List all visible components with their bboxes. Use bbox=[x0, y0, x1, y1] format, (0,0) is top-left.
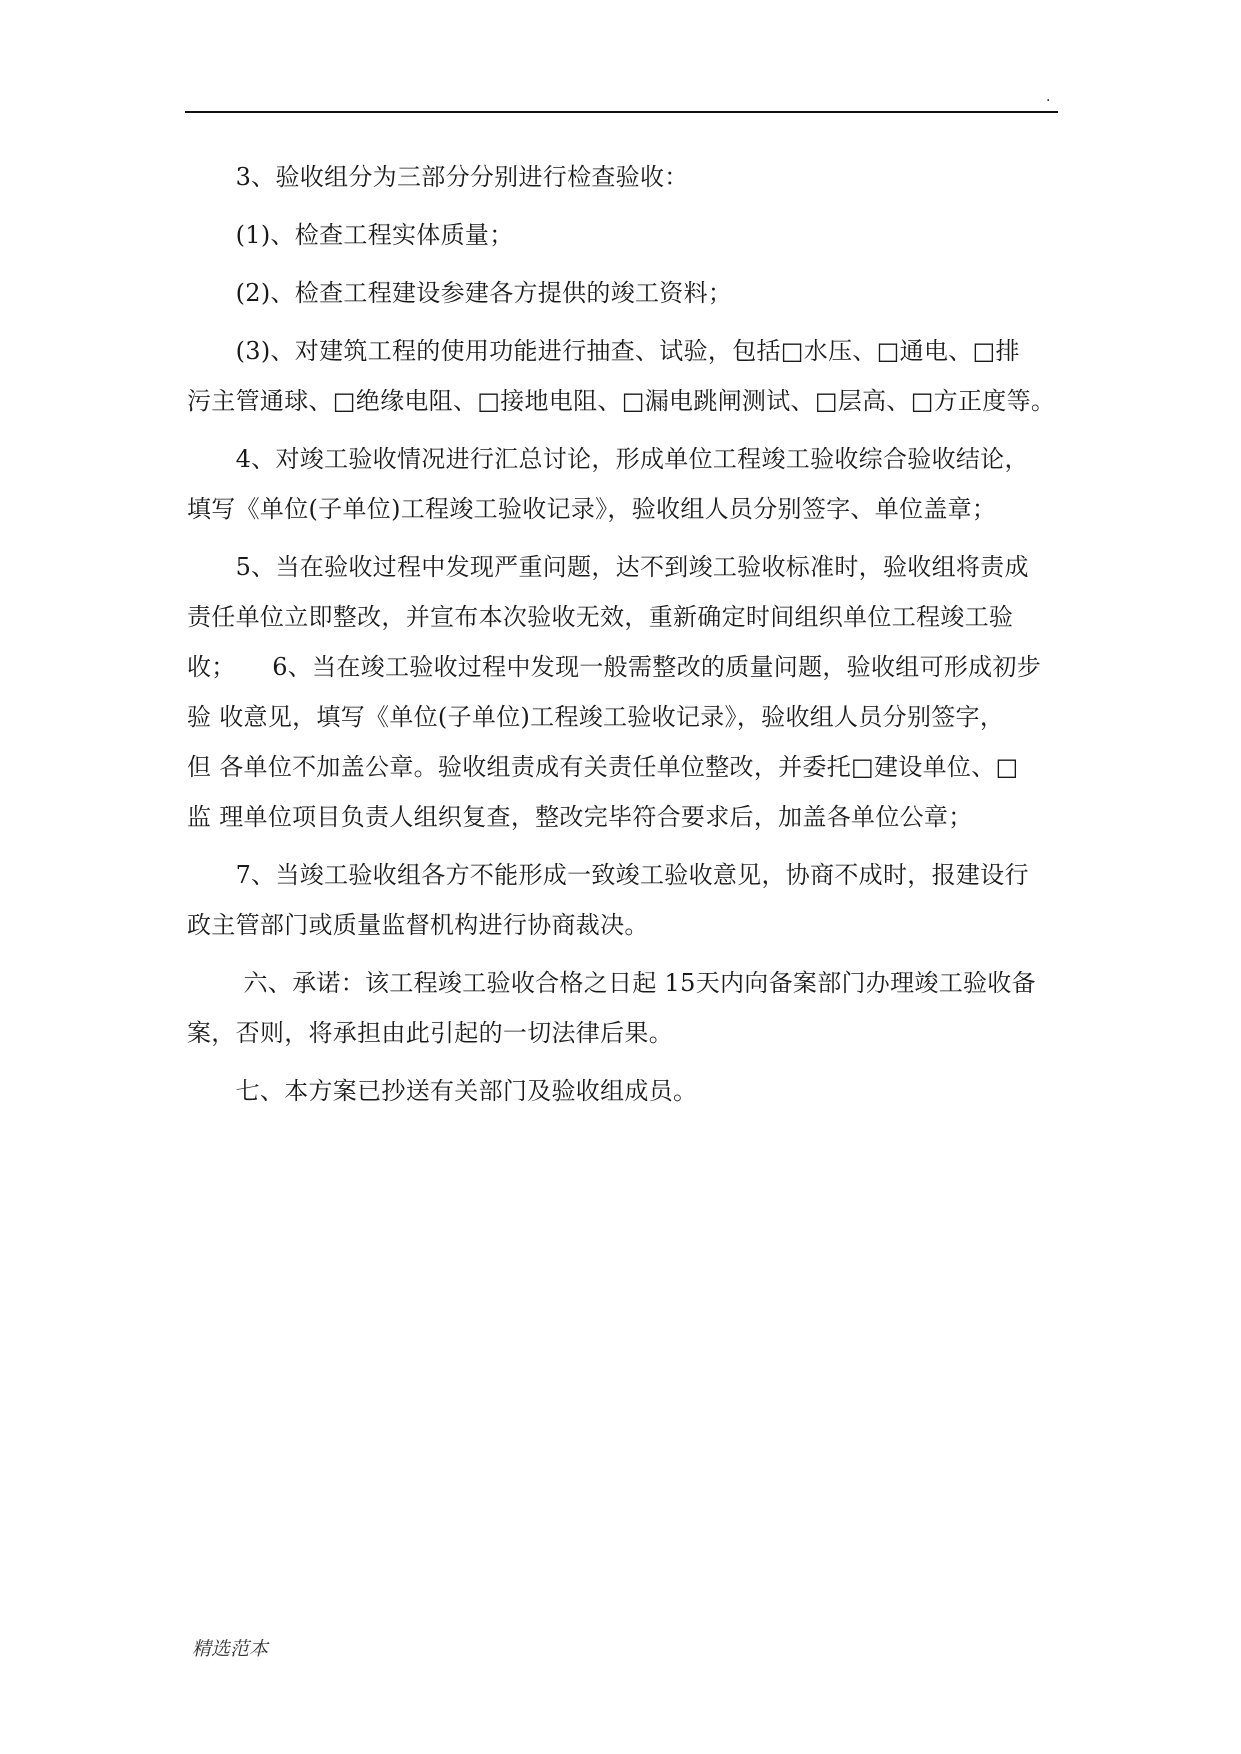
footer-label: 精选范本 bbox=[192, 1638, 269, 1660]
text-line: 3、验收组分为三部分分别进行检查验收： bbox=[187, 163, 689, 191]
paragraph-4 bbox=[187, 434, 1059, 534]
paragraph-3 bbox=[187, 152, 1059, 202]
text-line: (3)、对建筑工程的使用功能进行抽查、试验，包括□水压、□通电、□排 bbox=[187, 337, 1020, 365]
document-body bbox=[187, 152, 1059, 1124]
paragraph-3-3 bbox=[187, 326, 1059, 426]
text-line: 4、对竣工验收情况进行汇总讨论，形成单位工程竣工验收综合验收结论， bbox=[187, 445, 1029, 473]
text-line: 收； 6、当在竣工验收过程中发现一般需整改的质量问题，验收组可形成初步 bbox=[187, 653, 1042, 681]
paragraph-3-1 bbox=[187, 210, 1059, 260]
paragraph-seven bbox=[187, 1066, 1059, 1116]
paragraph-5-6 bbox=[187, 542, 1059, 842]
paragraph-3-2 bbox=[187, 268, 1059, 318]
paragraph-six-commitment bbox=[187, 958, 1059, 1058]
header-mark: . bbox=[1046, 89, 1051, 105]
text-line: 责任单位立即整改，并宣布本次验收无效，重新确定时间组织单位工程竣工验 bbox=[187, 603, 1014, 631]
text-line: 5、当在验收过程中发现严重问题，达不到竣工验收标准时，验收组将责成 bbox=[187, 553, 1029, 581]
header-rule bbox=[185, 111, 1058, 113]
paragraph-7 bbox=[187, 850, 1059, 950]
text-line: (2)、检查工程建设参建各方提供的竣工资料； bbox=[187, 279, 733, 307]
text-line: 污主管通球、□绝缘电阻、□接地电阻、□漏电跳闸测试、□层高、□方正度等。 bbox=[187, 387, 1056, 415]
text-line: 六、承诺：该工程竣工验收合格之日起 15天内向备案部门办理竣工验收备 bbox=[187, 969, 1036, 997]
text-line: 监 理单位项目负责人组织复查，整改完毕符合要求后，加盖各单位公章； bbox=[187, 803, 973, 831]
text-line: 7、当竣工验收组各方不能形成一致竣工验收意见，协商不成时，报建设行 bbox=[187, 861, 1029, 889]
text-line: 政主管部门或质量监督机构进行协商裁决。 bbox=[187, 911, 649, 939]
text-line: 但 各单位不加盖公章。验收组责成有关责任单位整改，并委托□建设单位、□ bbox=[187, 753, 1019, 781]
text-line: (1)、检查工程实体质量； bbox=[187, 221, 514, 249]
text-line: 填写《单位(子单位)工程竣工验收记录》，验收组人员分别签字、单位盖章； bbox=[187, 495, 997, 523]
text-line: 验 收意见，填写《单位(子单位)工程竣工验收记录》，验收组人员分别签字， bbox=[187, 703, 1005, 731]
text-line: 案，否则，将承担由此引起的一切法律后果。 bbox=[187, 1019, 673, 1047]
text-line: 七、本方案已抄送有关部门及验收组成员。 bbox=[187, 1077, 698, 1105]
